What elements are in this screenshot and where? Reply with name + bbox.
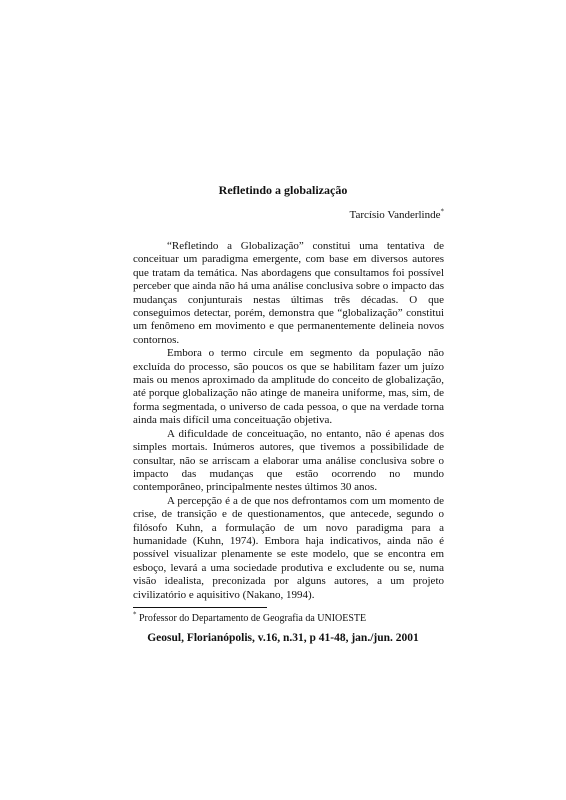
paragraph-2: Embora o termo circule em segmento da população não excluída do processo, são poucos os que se habilitam fazer um juízo mais ou menos aproximado da amplitude do conceito de globalização, até porque globalização não atinge de maneira uniforme, mas, sim, de forma segmentada, o universo de cada pessoa, o que na verdade torna ainda mais difícil uma conceituação objetiva. <box>133 347 444 427</box>
article-title: Refletindo a globalização <box>218 183 348 197</box>
paragraph-1: “Refletindo a Globalização” constitui uma tentativa de conceituar um paradigma emergente, com base em diversos autores que tratam da temática. Nas abordagens que consultamos foi possível perceber que ainda não há uma análise conclusiva sobre o impacto das mudanças conjunturais nestas últimas três décadas. O que conseguimos detectar, porém, demonstra que “globalização” constitui um fenômeno em movimento e que permanentemente delineia novos contornos. <box>133 240 444 346</box>
footnote <box>133 612 366 625</box>
journal-citation: Geosul, Florianópolis, v.16, n.31, p 41-48, jan./jun. 2001 <box>147 632 419 644</box>
author-footnote-mark: * <box>440 207 444 216</box>
author-line <box>350 208 444 222</box>
footnote-divider <box>133 607 267 608</box>
paragraph-3: A dificuldade de conceituação, no entanto, não é apenas dos simples mortais. Inúmeros autores, que tivemos a possibilidade de consultar, não se arriscam a elaborar uma análise conclusiva sobre o impacto das mudanças que estão ocorrendo no mundo contemporâneo, principalmente nestes últimos 30 anos. <box>133 427 444 494</box>
footnote-mark: * <box>133 610 137 619</box>
article-body <box>133 240 444 602</box>
author-name: Tarcísio Vanderlinde <box>349 209 441 221</box>
footnote-text: Professor do Departamento de Geografia da UNIOESTE <box>136 613 367 624</box>
paragraph-4: A percepção é a de que nos defrontamos com um momento de crise, de transição e de questionamentos, que antecede, segundo o filósofo Kuhn, a formulação de um novo paradigma para a humanidade (Kuhn, 1974). Embora haja indicativos, ainda não é possível visualizar plenamente se este modelo, que se encontra em esboço, levará a uma sociedade produtiva e excludente ou se, numa visão idealista, preconizada por alguns autores, a um projeto civilizatório e aquisitivo (Nakano, 1994). <box>133 494 444 601</box>
